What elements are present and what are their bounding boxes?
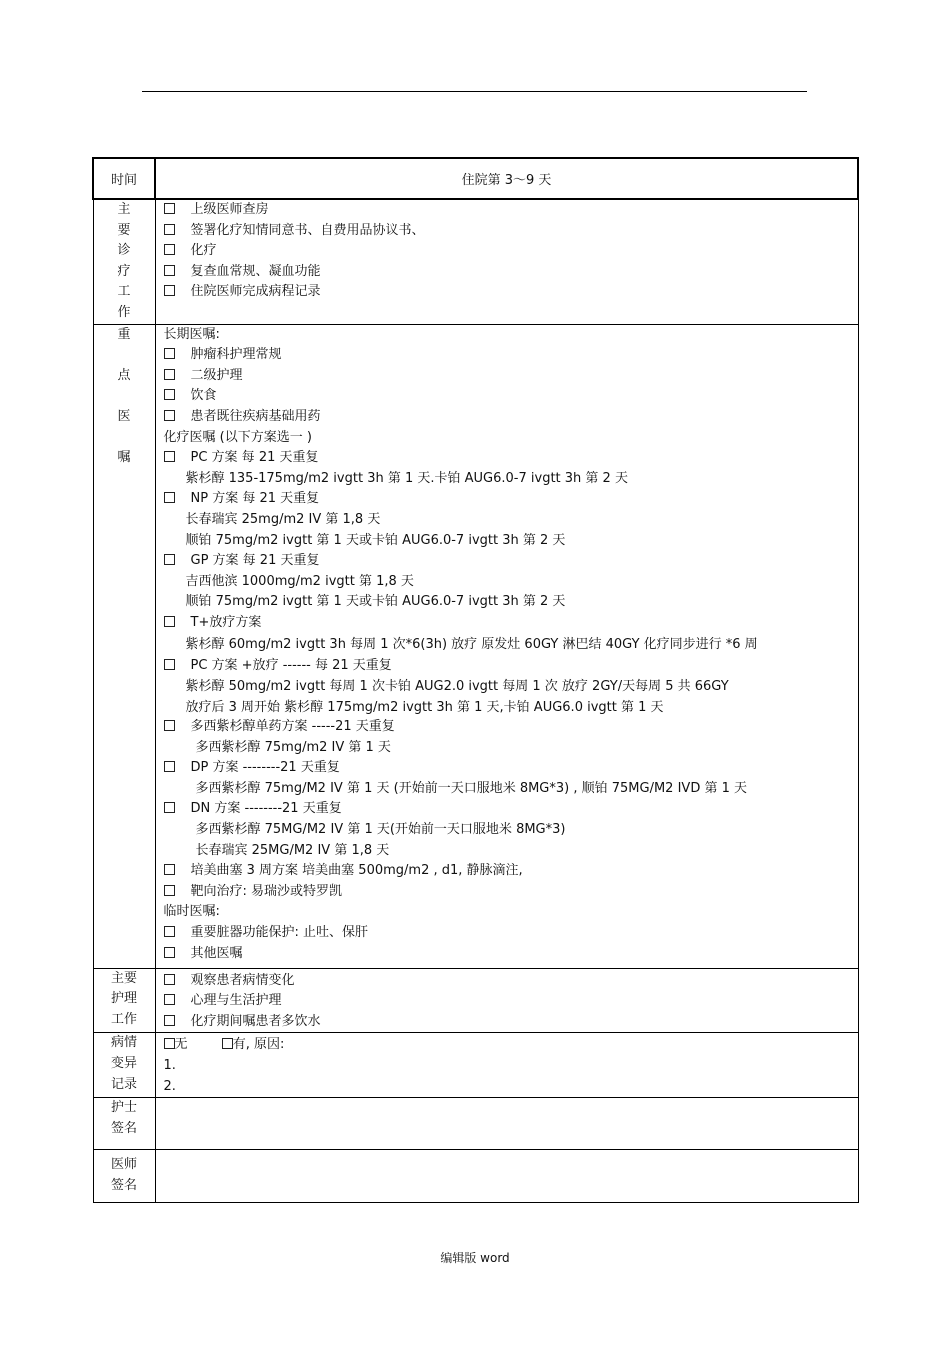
checkbox[interactable] [164, 285, 175, 296]
work-item: 复查血常规、凝血功能 [164, 262, 858, 283]
regimen-detail: 吉西他滨 1000mg/m2 ivgtt 第 1,8 天 [185, 573, 414, 589]
key-orders-label: 重 点 医 嘱 [93, 324, 155, 968]
regimen-detail: 多西紫杉醇 75MG/M2 IV 第 1 天(开始前一天口服地米 8MG*3) [195, 822, 566, 838]
regimen-detail: 顺铂 75mg/m2 ivgtt 第 1 天或卡铂 AUG6.0-7 ivgtt 3h 第 2 天 [185, 594, 566, 610]
hospital-day-period: 住院第 3～9 天 [155, 158, 858, 199]
order-item: 重要脏器功能保护: 止吐、保肝 [164, 923, 858, 944]
checkbox[interactable] [164, 244, 175, 255]
regimen-detail: 长春瑞宾 25MG/M2 IV 第 1,8 天 [195, 842, 390, 858]
regimen-detail: 多西紫杉醇 75mg/M2 IV 第 1 天 (开始前一天口服地米 8MG*3) , 顺铂 75MG/M2 IVD 第 1 天 [195, 780, 747, 796]
regimen-dp: DP 方案 --------21 天重复 [164, 758, 858, 779]
main-work-row [93, 199, 858, 324]
regimen-detail: 多西紫杉醇 75mg/m2 IV 第 1 天 [195, 739, 391, 755]
regimen-docetaxel-single: 多西紫杉醇单药方案 -----21 天重复 [164, 717, 858, 738]
order-item: 饮食 [164, 386, 858, 407]
checkbox[interactable] [164, 492, 175, 503]
nursing-item: 化疗期间嘱患者多饮水 [164, 1012, 858, 1033]
nursing-label: 主要 护理 工作 [93, 968, 155, 1033]
time-row [93, 158, 858, 199]
checkbox[interactable] [164, 203, 175, 214]
work-item: 住院医师完成病程记录 [164, 282, 858, 303]
main-work-label: 主 要 诊 疗 工 作 [93, 199, 155, 324]
regimen-detail: 紫杉醇 60mg/m2 ivgtt 3h 每周 1 次*6(3h) 放疗 原发灶 60GY 淋巴结 40GY 化疗同步进行 *6 周 [185, 637, 758, 653]
checkbox[interactable] [164, 224, 175, 235]
regimen-t-radiotherapy: T+放疗方案 [164, 613, 858, 634]
doctor-sign-label: 医师 签名 [93, 1150, 155, 1203]
regimen-detail: 长春瑞宾 25mg/m2 IV 第 1,8 天 [185, 511, 381, 527]
checkbox[interactable] [164, 994, 175, 1005]
regimen-np: NP 方案 每 21 天重复 [164, 489, 858, 510]
main-work-content [155, 199, 858, 324]
checkbox[interactable] [164, 885, 175, 896]
order-item: 肿瘤科护理常规 [164, 345, 858, 366]
checkbox-yes[interactable] [222, 1038, 233, 1049]
checkbox[interactable] [164, 369, 175, 380]
header-rule [142, 91, 807, 92]
checkbox[interactable] [164, 389, 175, 400]
order-item: 二级护理 [164, 366, 858, 387]
key-orders-row [93, 324, 858, 968]
regimen-detail: 顺铂 75mg/m2 ivgtt 第 1 天或卡铂 AUG6.0-7 ivgtt 3h 第 2 天 [185, 532, 566, 548]
checkbox[interactable] [164, 761, 175, 772]
checkbox[interactable] [164, 659, 175, 670]
regimen-pc-radiotherapy: PC 方案 +放疗 ------ 每 21 天重复 [164, 656, 858, 677]
nursing-content [155, 968, 858, 1033]
regimen-dn: DN 方案 --------21 天重复 [164, 799, 858, 820]
checkbox[interactable] [164, 802, 175, 813]
regimen-pc: PC 方案 每 21 天重复 [164, 448, 858, 469]
checkbox[interactable] [164, 451, 175, 462]
time-label: 时间 [93, 158, 155, 199]
variance-content [155, 1033, 858, 1098]
order-item: 其他医嘱 [164, 944, 858, 965]
checkbox[interactable] [164, 616, 175, 627]
footer-text: 编辑版 word [440, 1251, 510, 1265]
key-orders-content [155, 324, 858, 968]
variance-options: 无 有, 原因: [164, 1035, 858, 1056]
temporary-orders-heading: 临时医嘱: [163, 904, 220, 920]
variance-row [93, 1033, 858, 1098]
chemo-orders-heading: 化疗医嘱 (以下方案选一 ) [163, 429, 312, 445]
checkbox[interactable] [164, 410, 175, 421]
checkbox[interactable] [164, 348, 175, 359]
order-item: 患者既往疾病基础用药 [164, 407, 858, 428]
work-item: 上级医师查房 [164, 200, 858, 221]
regimen-pemetrexed: 培美曲塞 3 周方案 培美曲塞 500mg/m2 , d1, 静脉滴注, [164, 861, 858, 882]
checkbox[interactable] [164, 1015, 175, 1026]
variance-line: 1. [163, 1057, 176, 1073]
checkbox[interactable] [164, 720, 175, 731]
checkbox[interactable] [164, 265, 175, 276]
long-term-orders-heading: 长期医嘱: [163, 326, 220, 342]
checkbox[interactable] [164, 947, 175, 958]
clinical-pathway-table [92, 157, 859, 1203]
nurse-sign-label: 护士 签名 [93, 1098, 155, 1150]
doctor-sign-row [93, 1150, 858, 1203]
targeted-therapy: 靶向治疗: 易瑞沙或特罗凯 [164, 882, 858, 903]
nursing-row [93, 968, 858, 1033]
checkbox[interactable] [164, 864, 175, 875]
variance-label: 病情 变异 记录 [93, 1033, 155, 1098]
doctor-signature-field[interactable] [155, 1150, 858, 1203]
nurse-signature-field[interactable] [155, 1098, 858, 1150]
checkbox-no[interactable] [164, 1038, 175, 1049]
regimen-detail: 放疗后 3 周开始 紫杉醇 175mg/m2 ivgtt 3h 第 1 天,卡铂 AUG6.0 ivgtt 第 1 天 [185, 700, 664, 716]
checkbox[interactable] [164, 974, 175, 985]
regimen-detail: 紫杉醇 50mg/m2 ivgtt 每周 1 次卡铂 AUG2.0 ivgtt 每周 1 次 放疗 2GY/天每周 5 共 66GY [185, 679, 729, 695]
nurse-sign-row [93, 1098, 858, 1150]
work-item: 化疗 [164, 241, 858, 262]
work-item: 签署化疗知情同意书、自费用品协议书、 [164, 221, 858, 242]
checkbox[interactable] [164, 554, 175, 565]
nursing-item: 观察患者病情变化 [164, 971, 858, 992]
variance-line: 2. [163, 1078, 176, 1094]
regimen-detail: 紫杉醇 135-175mg/m2 ivgtt 3h 第 1 天.卡铂 AUG6.0-7 ivgtt 3h 第 2 天 [185, 470, 628, 486]
checkbox[interactable] [164, 926, 175, 937]
nursing-item: 心理与生活护理 [164, 991, 858, 1012]
regimen-gp: GP 方案 每 21 天重复 [164, 551, 858, 572]
